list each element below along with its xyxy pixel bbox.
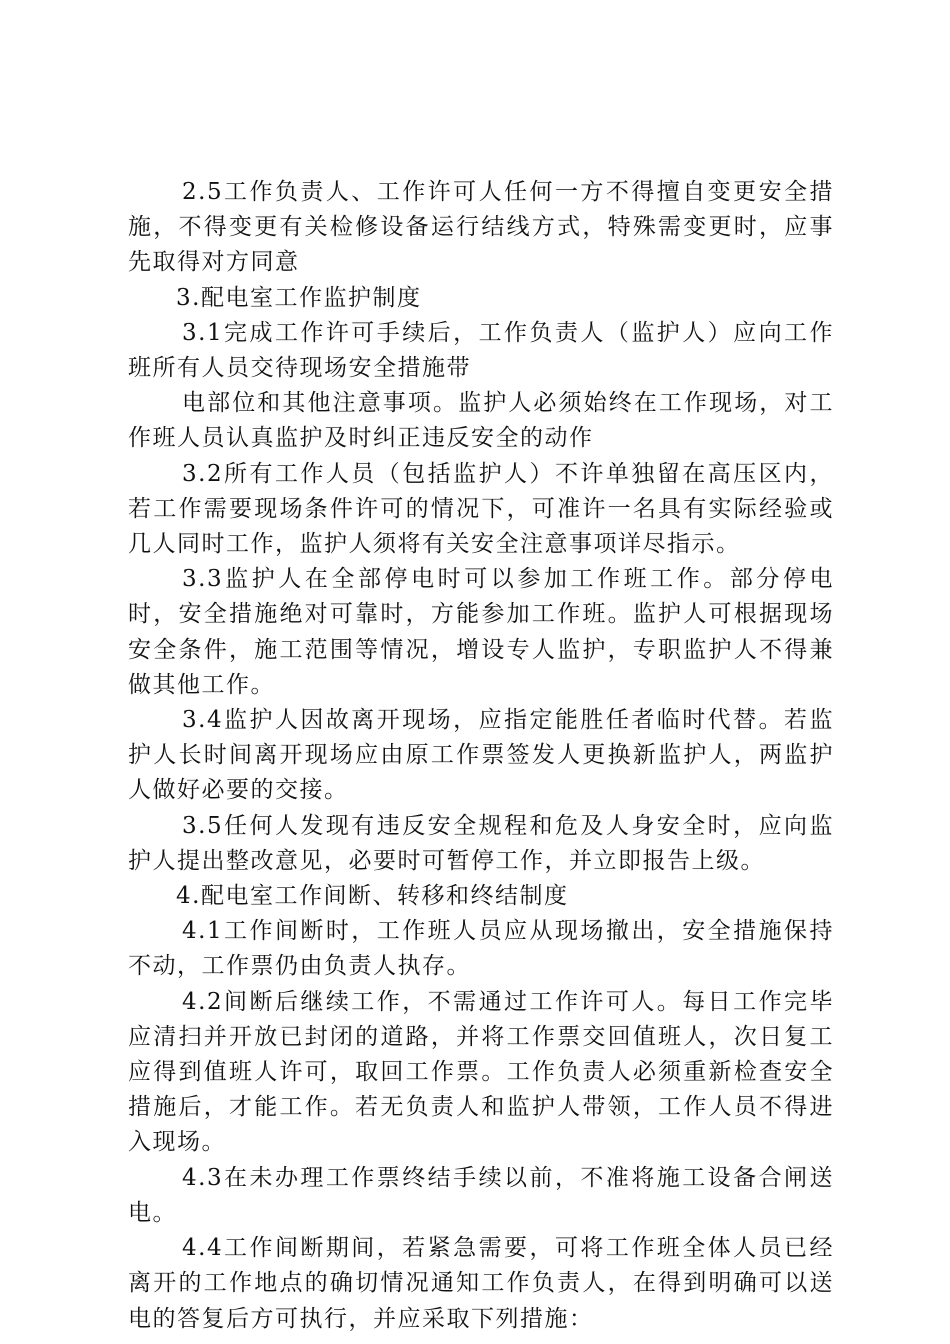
paragraph-3-1: 3.1完成工作许可手续后，工作负责人（监护人）应向工作班所有人员交待现场安全措施带 <box>128 319 834 382</box>
paragraph-4-1: 4.1工作间断时，工作班人员应从现场撤出，安全措施保持不动，工作票仍由负责人执存。 <box>128 918 834 980</box>
paragraph-4-2: 4.2间断后继续工作，不需通过工作许可人。每日工作完毕应清扫并开放已封闭的道路，并将工作票交回值班人，次日复工应得到值班人许可，取回工作票。工作负责人必须重新检查安全措施后，才能工作。若无负责人和监护人带领，工作人员不得进入现场。 <box>128 988 834 1156</box>
paragraph-3-1-continued: 电部位和其他注意事项。监护人必须始终在工作现场，对工作班人员认真监护及时纠正违反安全的动作 <box>128 390 834 452</box>
document-body <box>128 175 834 1337</box>
paragraph-4-3: 4.3在未办理工作票终结手续以前，不准将施工设备合闸送电。 <box>128 1164 834 1226</box>
paragraph-3-2: 3.2所有工作人员（包括监护人）不许单独留在高压区内，若工作需要现场条件许可的情况下，可准许一名具有实际经验或几人同时工作，监护人须将有关安全注意事项详尽指示。 <box>128 460 834 558</box>
paragraph-3-4: 3.4监护人因故离开现场，应指定能胜任者临时代替。若监护人长时间离开现场应由原工作票签发人更换新监护人，两监护人做好必要的交接。 <box>128 707 834 804</box>
paragraph-3-5: 3.5任何人发现有违反安全规程和危及人身安全时，应向监护人提出整改意见，必要时可暂停工作，并立即报告上级。 <box>128 812 834 874</box>
paragraph-3-3: 3.3监护人在全部停电时可以参加工作班工作。部分停电时，安全措施绝对可靠时，方能参加工作班。监护人可根据现场安全条件，施工范围等情况，增设专人监护，专职监护人不得兼做其他工作。 <box>128 566 834 698</box>
paragraph-4-4: 4.4工作间断期间，若紧急需要，可将工作班全体人员已经离开的工作地点的确切情况通知工作负责人，在得到明确可以送电的答复后方可执行，并应采取下列措施： <box>128 1235 834 1332</box>
section-heading-3: 3.配电室工作监护制度 <box>176 284 422 311</box>
section-heading-4: 4.配电室工作间断、转移和终结制度 <box>176 883 569 910</box>
paragraph-2-5: 2.5工作负责人、工作许可人任何一方不得擅自变更安全措施，不得变更有关检修设备运行结线方式，特殊需变更时，应事先取得对方同意 <box>128 179 834 276</box>
